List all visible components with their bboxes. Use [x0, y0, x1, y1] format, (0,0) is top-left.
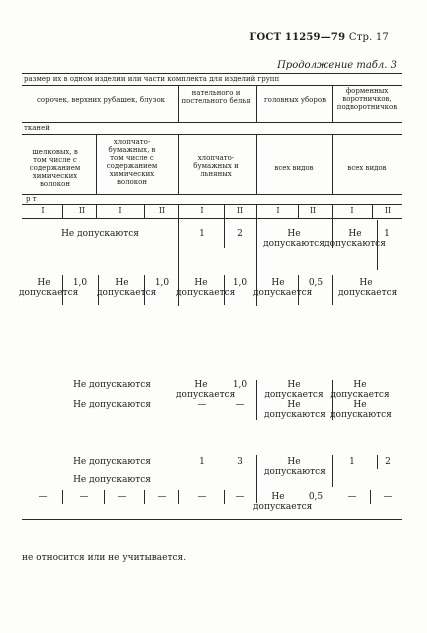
- rule: [62, 490, 63, 504]
- group-shirts: сорочек, верхних рубашек, блузок: [36, 96, 166, 104]
- col-i: I: [276, 206, 280, 215]
- continuation-note: Продолжение табл. 3: [277, 60, 397, 71]
- cell: Не допускается: [330, 380, 390, 400]
- cell: 1,0: [72, 278, 88, 288]
- cell: Не допускаются: [73, 380, 151, 390]
- cell: Не допускаются: [264, 400, 326, 420]
- rule: [62, 204, 63, 218]
- cell: 1,0: [232, 380, 248, 390]
- cell: 1: [384, 229, 390, 239]
- cell: 2: [385, 457, 391, 467]
- cell: —: [197, 492, 207, 502]
- rule: [178, 85, 179, 122]
- rule: [370, 490, 371, 504]
- cell: —: [383, 492, 393, 502]
- page-header: [249, 32, 389, 43]
- cell: Не допускаются: [264, 457, 326, 477]
- group-underwear: нательного и постельного белья: [181, 89, 251, 105]
- col-ii: II: [236, 206, 244, 215]
- rule: [22, 134, 402, 135]
- rule: [144, 490, 145, 504]
- rule: [104, 490, 105, 504]
- rule: [96, 204, 97, 218]
- rule: [332, 204, 333, 218]
- cell: 1,0: [154, 278, 170, 288]
- cell: 2: [237, 229, 243, 239]
- col-ii: II: [78, 206, 86, 215]
- cell: —: [117, 492, 127, 502]
- cell: Не допускается: [176, 278, 236, 298]
- header-row3: тканей: [24, 124, 50, 132]
- rule: [178, 134, 179, 194]
- cell: Не допускаются: [73, 457, 151, 467]
- col-i: I: [200, 206, 204, 215]
- col-i: I: [41, 206, 45, 215]
- cell: Не допускаются: [73, 400, 151, 410]
- rule: [224, 490, 225, 504]
- cell: Не допускается: [176, 380, 236, 400]
- cell: Не допускается: [264, 380, 324, 400]
- cell: Не допускаются: [324, 229, 386, 249]
- rule: [224, 204, 225, 218]
- rule: [332, 85, 333, 122]
- rule: [256, 134, 257, 194]
- rule: [224, 218, 225, 248]
- rule: [178, 490, 179, 504]
- rule: [96, 134, 97, 194]
- table-top-rule: [22, 73, 402, 74]
- cell: —: [347, 492, 357, 502]
- cell: Не допускаются: [330, 400, 392, 420]
- cell: —: [79, 492, 89, 502]
- cell: 1: [349, 457, 355, 467]
- header-row1: размер их в одном изделии или части комплекта для изделий групп: [24, 75, 280, 83]
- cell: Не допускается: [253, 278, 313, 298]
- cell: —: [235, 492, 245, 502]
- page-number: Стр. 17: [348, 32, 389, 43]
- col-i: I: [350, 206, 354, 215]
- cell: —: [235, 400, 245, 410]
- rule: [256, 380, 257, 420]
- col-ii: II: [158, 206, 166, 215]
- fabric-cotton-chem: хлопчато-бумажных, в том числе с содержанием химических волокон: [106, 138, 158, 186]
- cell: 0,5: [308, 492, 324, 502]
- cell: Не допускается: [19, 278, 79, 298]
- footer-note: не относится или не учитывается.: [22, 553, 187, 563]
- col-ii: II: [309, 206, 317, 215]
- fabric-all-2: всех видов: [347, 164, 387, 172]
- rule: [372, 204, 373, 218]
- cell: Не допускаются: [73, 475, 151, 485]
- group-collars: форменных воротничков, подворотничков: [336, 87, 398, 111]
- rule: [22, 204, 402, 205]
- rule: [144, 204, 145, 218]
- rule: [332, 275, 333, 305]
- cell: Не допускаются: [263, 229, 325, 249]
- cell: Не допускается: [338, 278, 398, 298]
- rule: [256, 85, 257, 122]
- rule: [22, 194, 402, 195]
- rule: [332, 134, 333, 194]
- cell: 1: [199, 229, 205, 239]
- rule: [298, 204, 299, 218]
- cell: —: [197, 400, 207, 410]
- cell: Не допускается: [97, 278, 157, 298]
- header-row5: р т: [26, 195, 37, 203]
- col-ii: II: [384, 206, 392, 215]
- rule: [178, 204, 179, 218]
- rule: [332, 455, 333, 487]
- cell: 0,5: [308, 278, 324, 288]
- cell: 1: [199, 457, 205, 467]
- rule: [22, 85, 402, 86]
- cell: —: [38, 492, 48, 502]
- rule: [22, 218, 402, 219]
- cell: 1,0: [232, 278, 248, 288]
- gost-number: ГОСТ 11259—79: [249, 32, 346, 43]
- cell: 3: [237, 457, 243, 467]
- rule: [377, 455, 378, 469]
- cell: Не допускаются: [61, 229, 139, 239]
- rule: [256, 204, 257, 218]
- cell: Не допускается: [253, 492, 313, 512]
- group-hats: головных уборов: [263, 96, 327, 104]
- table-bottom-rule: [22, 519, 402, 520]
- fabric-all-1: всех видов: [274, 164, 314, 172]
- fabric-cotton-linen: хлопчато-бумажных и льняных: [193, 154, 239, 178]
- cell: —: [157, 492, 167, 502]
- col-i: I: [118, 206, 122, 215]
- rule: [22, 122, 402, 123]
- fabric-silk: шелковых, в том числе с содержанием химических волокон: [29, 148, 81, 188]
